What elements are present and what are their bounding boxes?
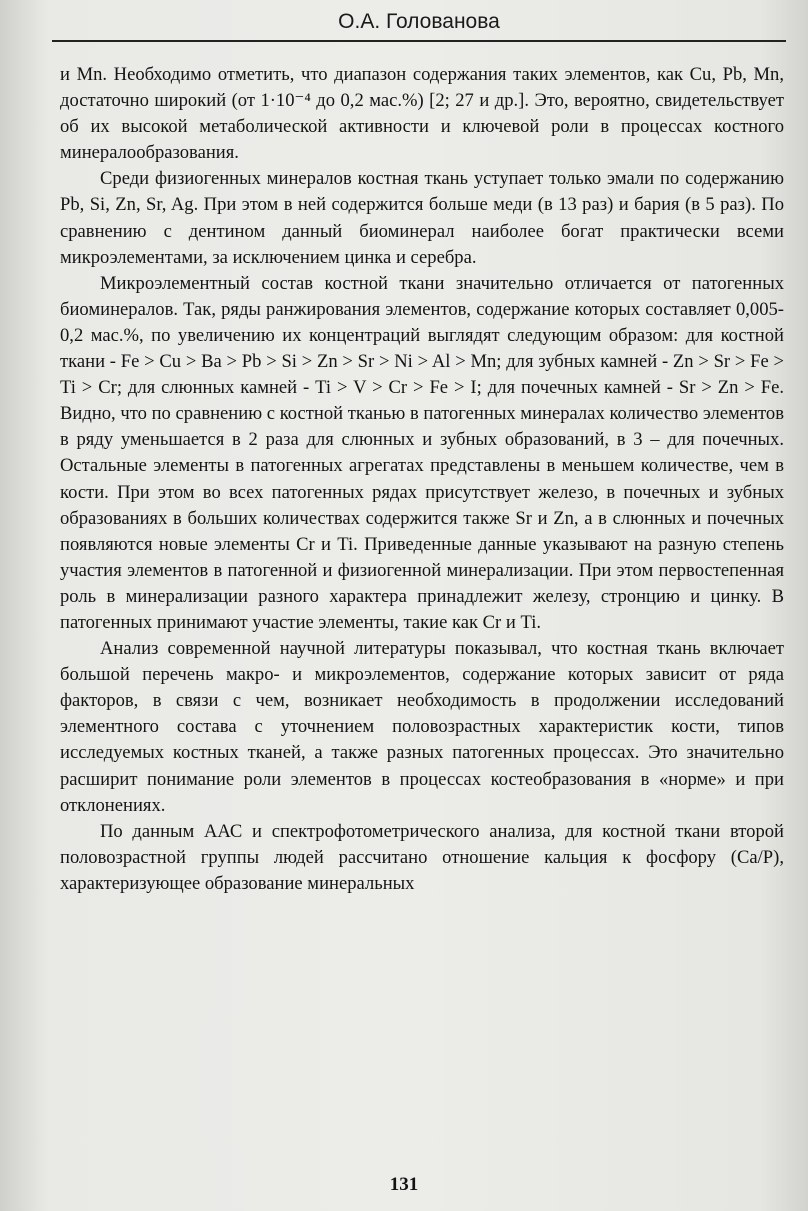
paragraph-5: По данным ААС и спектрофотометрического анализа, для костной ткани второй половозрастной группы людей рассчитано отношение кальция к фосфору (Ca/P), характеризующее образование минеральных bbox=[60, 820, 784, 894]
page-number: 131 bbox=[389, 1174, 419, 1195]
paragraph-3: Микроэлементный состав костной ткани значительно отличается от патогенных биоминералов. Так, ряды ранжирования элементов, содержание которых составляет 0,005-0,2 мас.%, по увеличению их концентраций выглядят следующим образом: для костной ткани - Fe > Cu > Ba > Pb > Si > Zn > Sr > Ni > Al > Mn; для зубных камней - Zn > Sr > Fe > Ti > Cr; для слюнных камней - Ti > V > Cr > Fe > I; для почечных камней - Sr > Zn > Fe. Видно, что по сравнению с костной тканью в патогенных минералах количество элементов в ряду уменьшается в 2 раза для слюнных и зубных образований, в 3 – для почечных. Остальные элементы в патогенных агрегатах представлены в меньшем количестве, чем в кости. При этом во всех патогенных рядах присутствует железо, в почечных и зубных образованиях в больших количествах содержится также Sr и Zn, а в слюнных и почечных появляются новые элементы Cr и Ti. Приведенные данные указывают на разную степень участия элементов в патогенной и физиогенной минерализации. При этом первостепенная роль в минерализации разного характера принадлежит железу, стронцию и цинку. В патогенных принимают участие элементы, такие как Cr и Ti. bbox=[60, 272, 784, 633]
paragraph-4: Анализ современной научной литературы показывал, что костная ткань включает большой перечень макро- и микроэлементов, содержание которых зависит от ряда факторов, в связи с чем, возникает необходимость в продолжении исследований элементного состава с уточнением половозрастных характеристик кости, типов исследуемых костных тканей, а также разных патогенных процессах. Это значительно расширит понимание роли элементов в процессах костеобразования в «норме» и при отклонениях. bbox=[60, 638, 784, 816]
paragraph-1: и Mn. Необходимо отметить, что диапазон содержания таких элементов, как Cu, Pb, Mn, достаточно широкий (от 1·10⁻⁴ до 0,2 мас.%) [2; 27 и др.]. Это, вероятно, свидетельствует об их высокой метаболической активности и ключевой роли в процессах костного минералообразования. bbox=[60, 64, 784, 164]
running-header: О.А. Голованова bbox=[52, 4, 786, 42]
paragraph-2: Среди физиогенных минералов костная ткань уступает только эмали по содержанию Pb, Si, Zn, Sr, Ag. При этом в ней содержится больше меди (в 13 раз) и бария (в 5 раз). По сравнению с дентином данный биоминерал наиболее богат практически всеми микроэлементами, за исключением цинка и серебра. bbox=[60, 168, 784, 268]
body-text bbox=[60, 62, 784, 897]
